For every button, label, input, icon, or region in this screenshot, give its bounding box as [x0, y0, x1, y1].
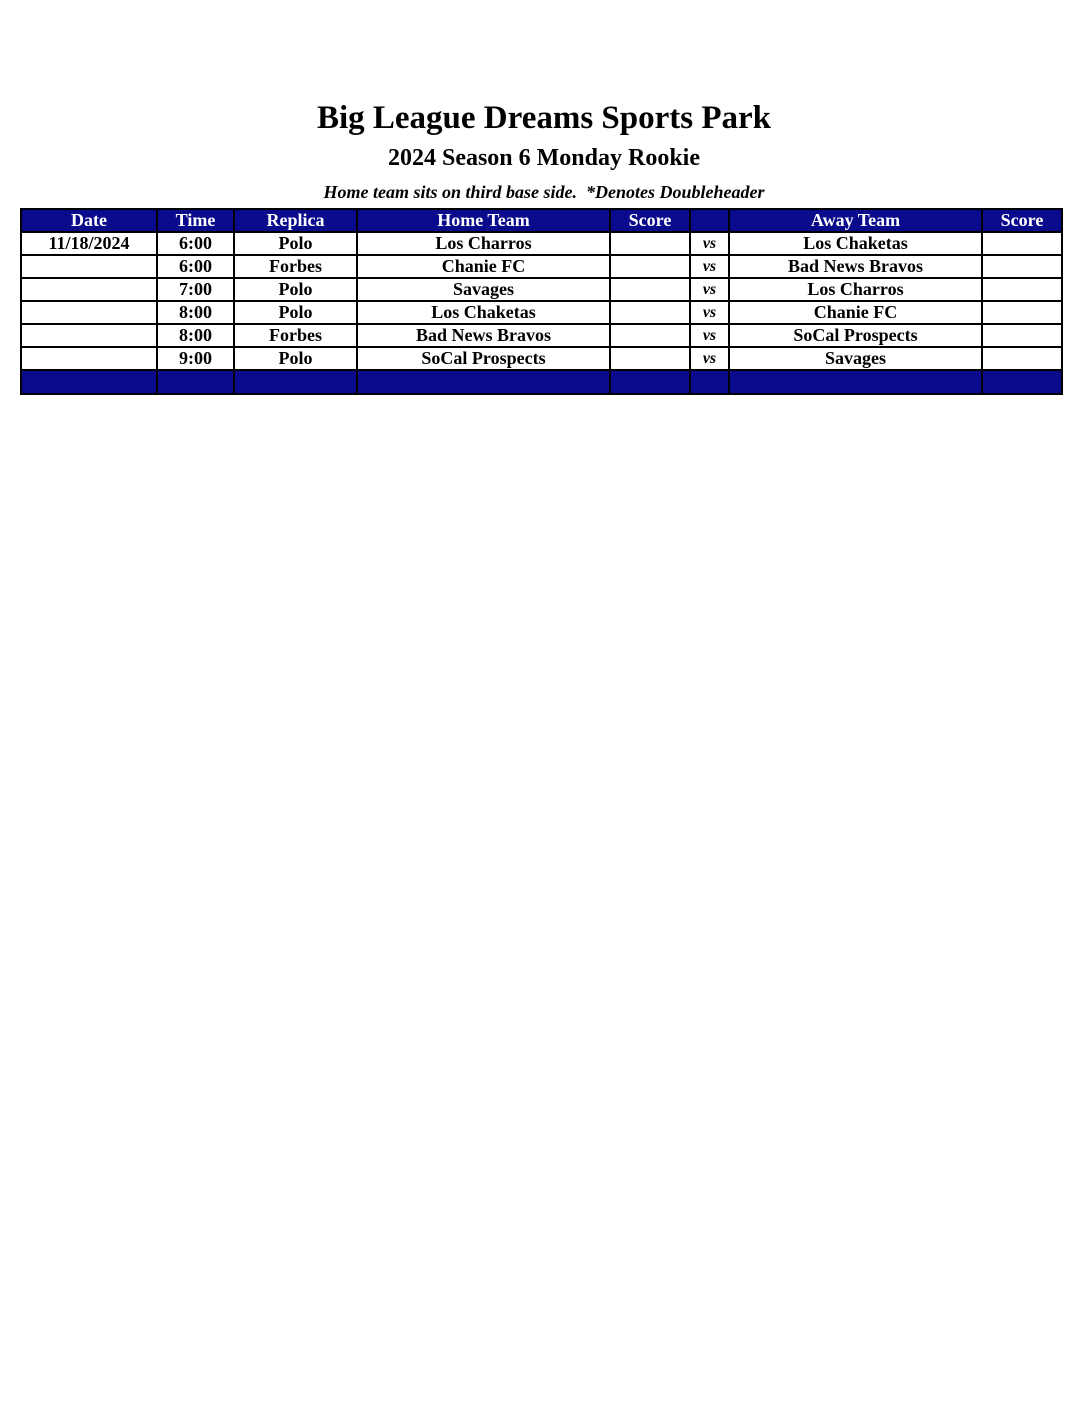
- table-row: [21, 301, 1062, 324]
- column-header-home-team: Home Team: [357, 209, 610, 232]
- column-header-away-score: Score: [982, 209, 1062, 232]
- column-header-away-team: Away Team: [729, 209, 982, 232]
- home-team-cell: SoCal Prospects: [357, 347, 610, 370]
- home-score-cell: [610, 347, 690, 370]
- replica-cell: Polo: [234, 278, 357, 301]
- away-score-cell: [982, 278, 1062, 301]
- page-subtitle: 2024 Season 6 Monday Rookie: [387, 145, 701, 171]
- schedule-table: [20, 208, 1063, 395]
- replica-cell: Forbes: [234, 255, 357, 278]
- time-cell: 9:00: [157, 347, 234, 370]
- footer-cell: [21, 370, 157, 394]
- replica-cell: Polo: [234, 232, 357, 255]
- away-score-cell: [982, 347, 1062, 370]
- away-team-cell: Savages: [729, 347, 982, 370]
- page-note: Home team sits on third base side. *Denotes Doubleheader: [323, 182, 765, 202]
- footer-cell: [234, 370, 357, 394]
- time-cell: 7:00: [157, 278, 234, 301]
- vs-cell: vs: [690, 232, 729, 255]
- away-score-cell: [982, 301, 1062, 324]
- column-header-replica: Replica: [234, 209, 357, 232]
- date-cell: [21, 301, 157, 324]
- table-row: [21, 232, 1062, 255]
- time-cell: 6:00: [157, 232, 234, 255]
- away-score-cell: [982, 232, 1062, 255]
- table-row: [21, 255, 1062, 278]
- home-team-cell: Bad News Bravos: [357, 324, 610, 347]
- away-team-cell: Bad News Bravos: [729, 255, 982, 278]
- footer-cell: [357, 370, 610, 394]
- home-score-cell: [610, 232, 690, 255]
- header-row: [21, 209, 1062, 232]
- home-team-cell: Los Charros: [357, 232, 610, 255]
- column-header-vs: [690, 209, 729, 232]
- away-score-cell: [982, 255, 1062, 278]
- date-cell: 11/18/2024: [21, 232, 157, 255]
- vs-cell: vs: [690, 278, 729, 301]
- replica-cell: Forbes: [234, 324, 357, 347]
- vs-cell: vs: [690, 301, 729, 324]
- time-cell: 6:00: [157, 255, 234, 278]
- page-title: Big League Dreams Sports Park: [316, 100, 772, 136]
- column-header-home-score: Score: [610, 209, 690, 232]
- column-header-time: Time: [157, 209, 234, 232]
- column-header-date: Date: [21, 209, 157, 232]
- vs-cell: vs: [690, 324, 729, 347]
- away-team-cell: SoCal Prospects: [729, 324, 982, 347]
- home-score-cell: [610, 255, 690, 278]
- footer-cell: [157, 370, 234, 394]
- date-cell: [21, 324, 157, 347]
- vs-cell: vs: [690, 255, 729, 278]
- away-score-cell: [982, 324, 1062, 347]
- table-row: [21, 278, 1062, 301]
- home-score-cell: [610, 301, 690, 324]
- home-score-cell: [610, 278, 690, 301]
- time-cell: 8:00: [157, 301, 234, 324]
- time-cell: 8:00: [157, 324, 234, 347]
- home-team-cell: Chanie FC: [357, 255, 610, 278]
- table-row: [21, 347, 1062, 370]
- home-team-cell: Los Chaketas: [357, 301, 610, 324]
- home-team-cell: Savages: [357, 278, 610, 301]
- date-cell: [21, 347, 157, 370]
- replica-cell: Polo: [234, 347, 357, 370]
- away-team-cell: Los Chaketas: [729, 232, 982, 255]
- footer-cell: [690, 370, 729, 394]
- date-cell: [21, 255, 157, 278]
- away-team-cell: Los Charros: [729, 278, 982, 301]
- replica-cell: Polo: [234, 301, 357, 324]
- date-cell: [21, 278, 157, 301]
- table-footer-row: [21, 370, 1062, 394]
- home-score-cell: [610, 324, 690, 347]
- vs-cell: vs: [690, 347, 729, 370]
- away-team-cell: Chanie FC: [729, 301, 982, 324]
- table-row: [21, 324, 1062, 347]
- footer-cell: [610, 370, 690, 394]
- footer-cell: [982, 370, 1062, 394]
- footer-cell: [729, 370, 982, 394]
